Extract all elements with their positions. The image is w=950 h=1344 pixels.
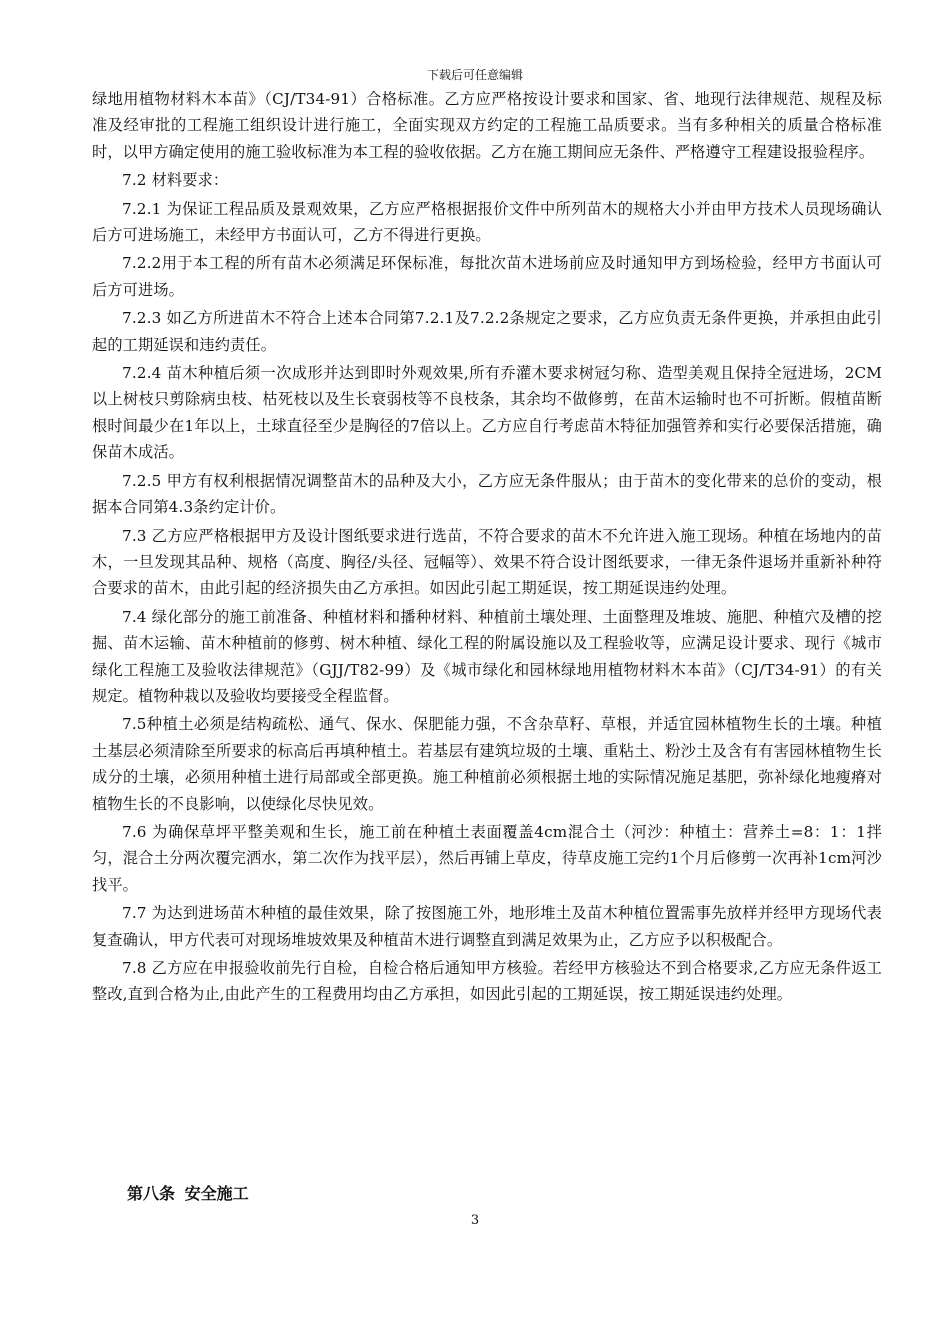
header-note: 下载后可任意编辑 [426, 68, 523, 82]
page-number: 3 [470, 1213, 480, 1228]
paragraph-7-2-2: 7.2.2用于本工程的所有苗木必须满足环保标准，每批次苗木进场前应及时通知甲方到场检验，经甲方书面认可后方可进场。 [92, 254, 882, 299]
paragraph-7-2-3: 7.2.3 如乙方所进苗木不符合上述本合同第7.2.1及7.2.2条规定之要求，乙方应负责无条件更换，并承担由此引起的工期延误和违约责任。 [92, 309, 882, 354]
paragraph-7-5: 7.5种植土必须是结构疏松、通气、保水、保肥能力强，不含杂草籽、草根，并适宜园林植物生长的土壤。种植土基层必须清除至所要求的标高后再填种植土。若基层有建筑垃圾的土壤、重粘土、粉沙土及含有有害园林植物生长成分的土壤，必须用种植土进行局部或全部更换。施工种植前必须根据土地的实际情况施足基肥，弥补绿化地瘦瘠对植物生长的不良影响，以使绿化尽快见效。 [92, 715, 882, 813]
paragraph-7-8: 7.8 乙方应在申报验收前先行自检，自检合格后通知甲方核验。若经甲方核验达不到合格要求,乙方应无条件返工整改,直到合格为止,由此产生的工程费用均由乙方承担，如因此引起的工期延误，按工期延误违约处理。 [92, 959, 882, 1004]
paragraph-7-2-4: 7.2.4 苗木种植后须一次成形并达到即时外观效果,所有乔灌木要求树冠匀称、造型美观且保持全冠进场，2CM以上树枝只剪除病虫枝、枯死枝以及生长衰弱枝等不良枝条，其余均不做修剪，在苗木运输时也不可折断。假植苗断根时间最少在1年以上，土球直径至少是胸径的7倍以上。乙方应自行考虑苗木特征加强管养和实行必要保活措施，确保苗木成活。 [92, 364, 882, 462]
section-heading: 第八条 安全施工 [127, 1184, 249, 1203]
paragraph-7-7: 7.7 为达到进场苗木种植的最佳效果，除了按图施工外，地形堆土及苗木种植位置需事先放样并经甲方现场代表复查确认，甲方代表可对现场堆坡效果及种植苗木进行调整直到满足效果为止，乙方应予以积极配合。 [92, 904, 882, 949]
paragraph-7-6: 7.6 为确保草坪平整美观和生长，施工前在种植土表面覆盖4cm混合土（河沙：种植土：营养土=8：1：1拌匀，混合土分两次覆完洒水，第二次作为找平层），然后再铺上草皮，待草皮施工完约1个月后修剪一次再补1cm河沙找平。 [92, 822, 882, 894]
paragraph-7-3: 7.3 乙方应严格根据甲方及设计图纸要求进行选苗，不符合要求的苗木不允许进入施工现场。种植在场地内的苗木，一旦发现其品种、规格（高度、胸径/头径、冠幅等）、效果不符合设计图纸要求，一律无条件退场并重新补种符合要求的苗木，由此引起的经济损失由乙方承担。如因此引起工期延误，按工期延误违约处理。 [92, 526, 882, 598]
document-body [92, 86, 882, 1008]
paragraph-7-2-5: 7.2.5 甲方有权利根据情况调整苗木的品种及大小，乙方应无条件服从；由于苗木的变化带来的总价的变动，根据本合同第4.3条约定计价。 [92, 471, 882, 517]
paragraph-7-2-1: 7.2.1 为保证工程品质及景观效果，乙方应严格根据报价文件中所列苗木的规格大小并由甲方技术人员现场确认后方可进场施工，未经甲方书面认可，乙方不得进行更换。 [92, 199, 882, 245]
paragraph-7-4: 7.4 绿化部分的施工前准备、种植材料和播种材料、种植前土壤处理、土面整理及堆坡、施肥、种植穴及槽的挖掘、苗木运输、苗木种植前的修剪、树木种植、绿化工程的附属设施以及工程验收等，应满足设计要求、现行《城市绿化工程施工及验收法律规范》（GJJ/T82-99）及《城市绿化和园林绿地用植物材料木本苗》（CJ/T34-91）的有关规定。植物种栽以及验收均要接受全程监督。 [92, 607, 882, 705]
paragraph-continuation: 绿地用植物材料木本苗》（CJ/T34-91）合格标准。乙方应严格按设计要求和国家、省、地现行法律规范、规程及标准及经审批的工程施工组织设计进行施工，全面实现双方约定的工程施工品质要求。当有多种相关的质量合格标准时，以甲方确定使用的施工验收标准为本工程的验收依据。乙方在施工期间应无条件、严格遵守工程建设报验程序。 [92, 90, 882, 161]
paragraph-7-2: 7.2 材料要求： [122, 171, 229, 190]
